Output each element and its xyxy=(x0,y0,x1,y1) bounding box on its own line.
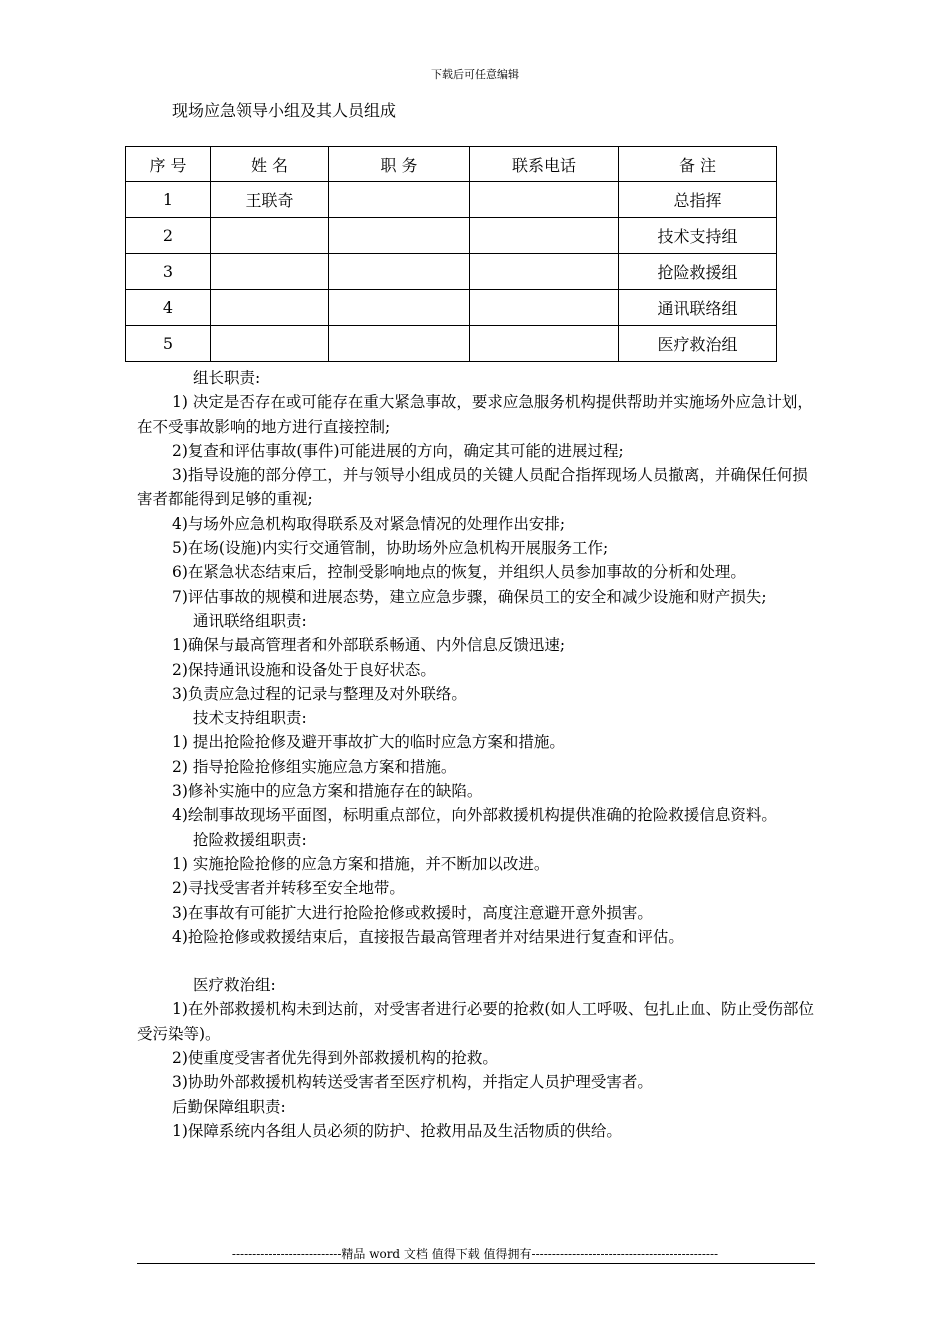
leader-duty-item: 6)在紧急状态结束后，控制受影响地点的恢复，并组织人员参加事故的分析和处理。 xyxy=(172,563,746,582)
duties-body xyxy=(137,366,817,1143)
cell-remarks: 抢险救援组 xyxy=(619,254,777,290)
cell-position xyxy=(329,326,470,362)
cell-name xyxy=(211,290,329,326)
cell-position xyxy=(329,218,470,254)
cell-name xyxy=(211,326,329,362)
leader-duty-item: 2)复查和评估事故(事件)可能进展的方向，确定其可能的进展过程; xyxy=(172,441,624,460)
col-header-name: 姓 名 xyxy=(211,147,329,182)
medical-duty-item: 3)协助外部救援机构转送受害者至医疗机构，并指定人员护理受害者。 xyxy=(172,1073,653,1092)
table-row xyxy=(126,182,777,218)
section-heading-comm: 通讯联络组职责: xyxy=(193,611,307,630)
cell-name xyxy=(211,254,329,290)
comm-duty-item: 3)负责应急过程的记录与整理及对外联络。 xyxy=(172,684,467,703)
cell-remarks: 通讯联络组 xyxy=(619,290,777,326)
section-heading-rescue: 抢险救援组职责: xyxy=(193,830,307,849)
leader-duty-item: 7)评估事故的规模和进展态势，建立应急步骤，确保员工的安全和减少设施和财产损失; xyxy=(172,587,767,606)
comm-duty-item: 2)保持通讯设施和设备处于良好状态。 xyxy=(172,660,436,679)
comm-duty-item: 1)确保与最高管理者和外部联系畅通、内外信息反馈迅速; xyxy=(172,636,566,655)
medical-duty-item: 2)使重度受害者优先得到外部救援机构的抢救。 xyxy=(172,1049,498,1068)
cell-remarks: 技术支持组 xyxy=(619,218,777,254)
cell-index: 3 xyxy=(126,254,211,290)
col-header-phone: 联系电话 xyxy=(470,147,619,182)
cell-name xyxy=(211,218,329,254)
cell-name: 王联奇 xyxy=(211,182,329,218)
blank-line xyxy=(137,949,817,973)
leader-duty-item: 3)指导设施的部分停工，并与领导小组成员的关键人员配合指挥现场人员撤离，并确保任何损害者都能得到足够的重视; xyxy=(137,466,808,509)
footer-divider xyxy=(137,1263,815,1264)
table-header-row xyxy=(126,147,777,182)
tech-duty-item: 2) 指导抢险抢修组实施应急方案和措施。 xyxy=(172,757,457,776)
tech-duty-item: 4)绘制事故现场平面图，标明重点部位，向外部救援机构提供准确的抢险救援信息资料。 xyxy=(172,806,777,825)
medical-duty-item: 1)在外部救援机构未到达前，对受害者进行必要的抢救(如人工呼吸、包扎止血、防止受伤部位受污染等)。 xyxy=(137,1000,814,1043)
rescue-duty-item: 3)在事故有可能扩大进行抢险抢修或救援时，高度注意避开意外损害。 xyxy=(172,903,653,922)
cell-remarks: 医疗救治组 xyxy=(619,326,777,362)
section-heading-leader: 组长职责: xyxy=(193,369,261,387)
tech-duty-item: 1) 提出抢险抢修及避开事故扩大的临时应急方案和措施。 xyxy=(172,733,565,752)
section-heading-logistics: 后勤保障组职责: xyxy=(172,1097,286,1116)
rescue-duty-item: 1) 实施抢险抢修的应急方案和措施，并不断加以改进。 xyxy=(172,854,550,873)
page-header: 下载后可任意编辑 xyxy=(431,68,519,81)
cell-index: 4 xyxy=(126,290,211,326)
section-heading-medical: 医疗救治组: xyxy=(193,976,276,995)
table-row xyxy=(126,290,777,326)
cell-index: 5 xyxy=(126,326,211,362)
cell-index: 1 xyxy=(126,182,211,218)
rescue-duty-item: 2)寻找受害者并转移至安全地带。 xyxy=(172,879,405,898)
col-header-index: 序 号 xyxy=(126,147,211,182)
page-footer: ---------------------------精品 word 文档 值得下载 值得拥有---------------------------------------------- xyxy=(231,1247,719,1261)
col-header-remarks: 备 注 xyxy=(619,147,777,182)
leader-duty-item: 1) 决定是否存在或可能存在重大紧急事故，要求应急服务机构提供帮助并实施场外应急计划，在不受事故影响的地方进行直接控制; xyxy=(137,393,813,436)
cell-phone xyxy=(470,290,619,326)
cell-phone xyxy=(470,254,619,290)
table-row xyxy=(126,218,777,254)
tech-duty-item: 3)修补实施中的应急方案和措施存在的缺陷。 xyxy=(172,782,483,801)
personnel-table xyxy=(125,146,777,362)
cell-phone xyxy=(470,218,619,254)
leader-duty-item: 4)与场外应急机构取得联系及对紧急情况的处理作出安排; xyxy=(172,514,566,533)
table-row xyxy=(126,326,777,362)
rescue-duty-item: 4)抢险抢修或救援结束后，直接报告最高管理者并对结果进行复查和评估。 xyxy=(172,927,684,946)
cell-position xyxy=(329,254,470,290)
leader-duty-item: 5)在场(设施)内实行交通管制，协助场外应急机构开展服务工作; xyxy=(172,539,609,558)
col-header-position: 职 务 xyxy=(329,147,470,182)
document-title: 现场应急领导小组及其人员组成 xyxy=(172,101,397,120)
cell-phone xyxy=(470,182,619,218)
cell-remarks: 总指挥 xyxy=(619,182,777,218)
cell-phone xyxy=(470,326,619,362)
table-row xyxy=(126,254,777,290)
cell-index: 2 xyxy=(126,218,211,254)
logistics-duty-item: 1)保障系统内各组人员必须的防护、抢救用品及生活物质的供给。 xyxy=(172,1121,622,1140)
cell-position xyxy=(329,182,470,218)
cell-position xyxy=(329,290,470,326)
section-heading-tech: 技术支持组职责: xyxy=(193,709,307,728)
